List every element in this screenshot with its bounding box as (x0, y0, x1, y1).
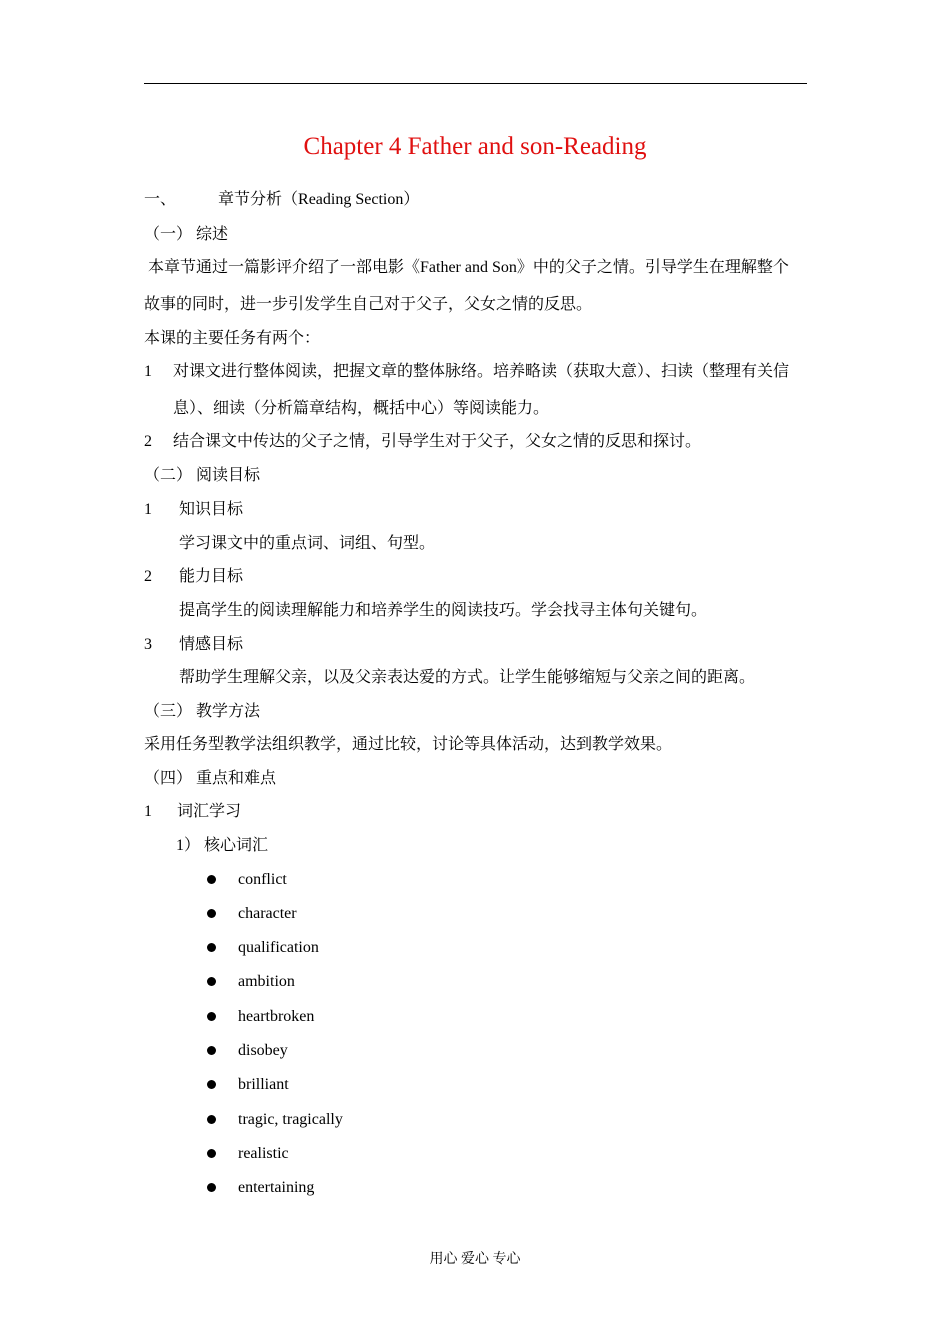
header-rule (144, 83, 807, 84)
keypoint-1 (144, 801, 241, 823)
bullet-icon (207, 909, 216, 918)
vocab-item: qualification (238, 939, 319, 956)
goal-2-label: 能力目标 (179, 568, 244, 585)
task-2-number: 2 (144, 433, 152, 450)
bullet-icon (207, 1046, 216, 1055)
goal-1-text: 学习课文中的重点词、词组、句型。 (179, 535, 436, 552)
goal-1 (144, 499, 243, 521)
task-2 (144, 431, 701, 453)
task-2-text: 结合课文中传达的父子之情，引导学生对于父子，父女之情的反思和探讨。 (173, 433, 702, 450)
goal-3-label: 情感目标 (179, 636, 244, 653)
subsection-heading-methods: （三） 教学方法 (144, 703, 261, 720)
bullet-icon (207, 1115, 216, 1124)
subsection-heading-overview: （一） 综述 (144, 226, 229, 243)
goal-3-number: 3 (144, 636, 152, 653)
keypoint-1-number: 1 (144, 803, 152, 820)
section-heading (144, 189, 419, 211)
vocab-item: heartbroken (238, 1008, 315, 1025)
task-1 (144, 361, 789, 383)
keypoint-1-label: 词汇学习 (177, 803, 242, 820)
goal-3 (144, 634, 243, 656)
core-vocab-label: 1） 核心词汇 (176, 837, 269, 854)
goal-2 (144, 566, 243, 588)
methods-text: 采用任务型教学法组织教学，通过比较，讨论等具体活动，达到教学效果。 (144, 736, 673, 753)
document-title: Chapter 4 Father and son-Reading (303, 133, 647, 160)
vocab-item: entertaining (238, 1179, 315, 1196)
vocab-item: conflict (238, 871, 287, 888)
bullet-icon (207, 1149, 216, 1158)
overview-paragraph-line1: 本章节通过一篇影评介绍了一部电影《Father and Son》中的父子之情。引导学生在理解整个 (148, 259, 789, 276)
bullet-icon (207, 943, 216, 952)
goal-2-text: 提高学生的阅读理解能力和培养学生的阅读技巧。学会找寻主体句关键句。 (179, 602, 708, 619)
bullet-icon (207, 1012, 216, 1021)
vocab-item: brilliant (238, 1076, 289, 1093)
task-1-number: 1 (144, 363, 152, 380)
section-number: 一、 (144, 191, 177, 208)
vocab-item: character (238, 905, 297, 922)
goal-1-label: 知识目标 (179, 501, 244, 518)
bullet-icon (207, 875, 216, 884)
goal-3-text: 帮助学生理解父亲，以及父亲表达爱的方式。让学生能够缩短与父亲之间的距离。 (179, 669, 756, 686)
bullet-icon (207, 977, 216, 986)
tasks-intro: 本课的主要任务有两个： (144, 330, 321, 347)
task-1-line1: 对课文进行整体阅读，把握文章的整体脉络。培养略读（获取大意）、扫读（整理有关信 (173, 363, 790, 380)
vocab-item: disobey (238, 1042, 288, 1059)
subsection-heading-keypoints: （四） 重点和难点 (144, 770, 277, 787)
bullet-icon (207, 1080, 216, 1089)
goal-2-number: 2 (144, 568, 152, 585)
task-1-line2: 息）、细读（分析篇章结构，概括中心）等阅读能力。 (173, 400, 550, 417)
subsection-heading-goals: （二） 阅读目标 (144, 467, 261, 484)
overview-paragraph-line2: 故事的同时，进一步引发学生自己对于父子，父女之情的反思。 (144, 296, 593, 313)
section-title: 章节分析（Reading Section） (218, 191, 420, 208)
goal-1-number: 1 (144, 501, 152, 518)
vocab-item: ambition (238, 973, 295, 990)
bullet-icon (207, 1183, 216, 1192)
vocab-item: tragic, tragically (238, 1111, 343, 1128)
page-footer: 用心 爱心 专心 (429, 1252, 521, 1267)
vocab-item: realistic (238, 1145, 289, 1162)
